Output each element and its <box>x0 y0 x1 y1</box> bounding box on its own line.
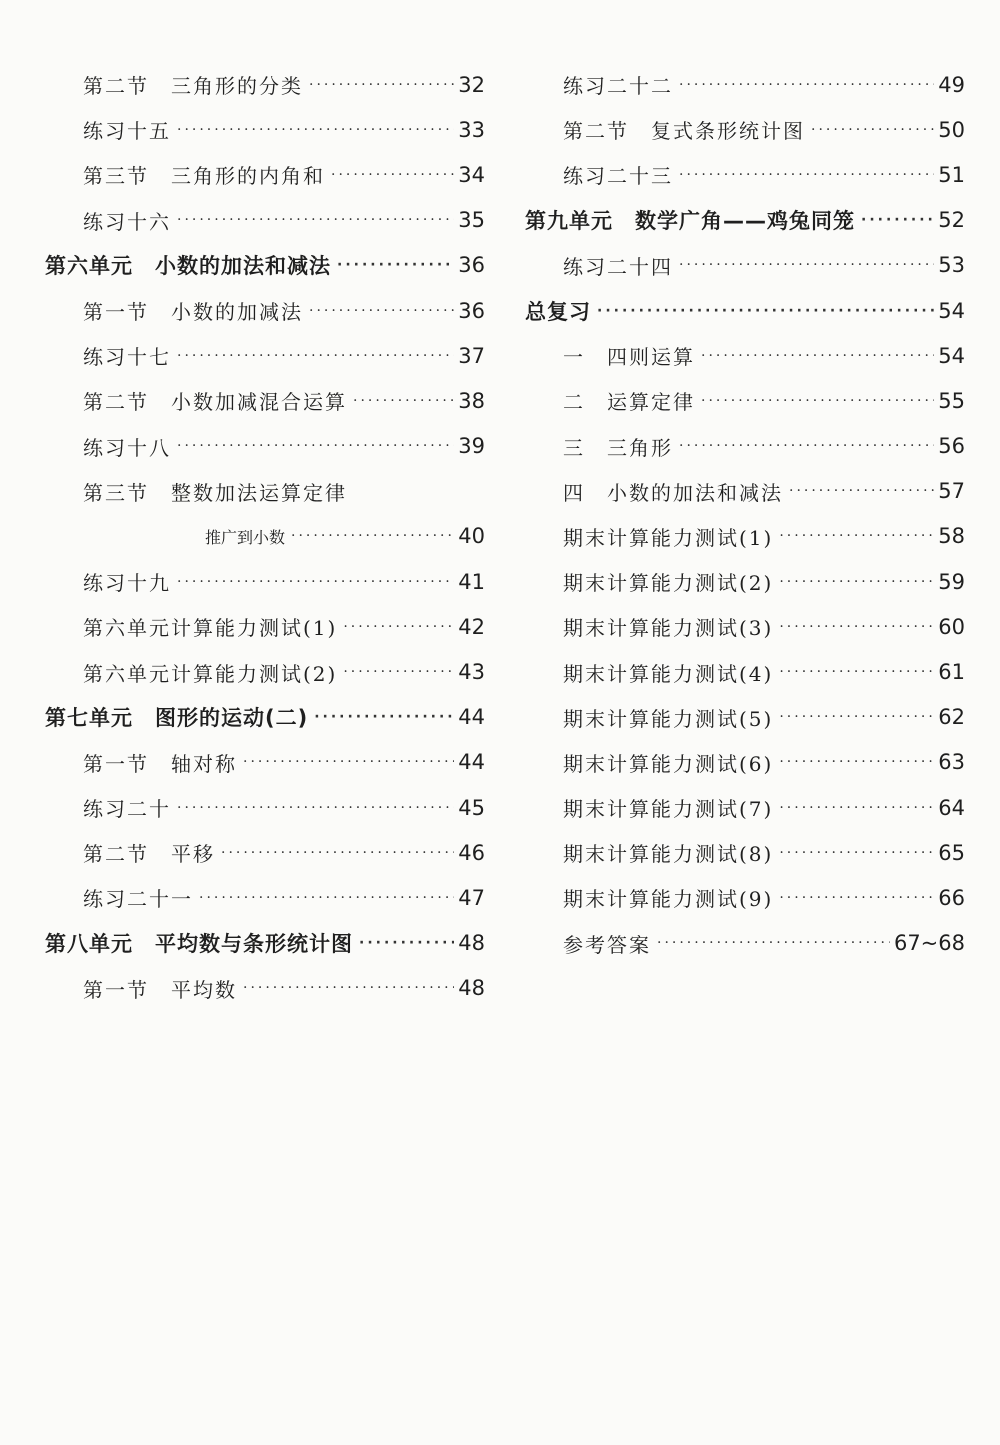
toc-entry-title: 第二节 复式条形统计图 <box>563 119 805 144</box>
toc-entry <box>45 333 485 378</box>
toc-page-number: 64 <box>938 795 965 820</box>
toc-entry <box>525 424 965 469</box>
toc-leader-dots <box>679 254 934 276</box>
toc-entry-title: 第二节 平移 <box>83 842 215 867</box>
toc-leader-dots <box>309 300 454 322</box>
toc-entry <box>525 921 965 966</box>
toc-leader-dots <box>177 435 454 457</box>
toc-entry-title: 期末计算能力测试(7) <box>563 797 774 822</box>
toc-entry-title: 练习十八 <box>83 435 171 460</box>
toc-leader-dots <box>679 435 934 457</box>
toc-entry-title: 第三节 整数加法运算定律 <box>83 480 347 505</box>
toc-page-number: 53 <box>938 253 965 278</box>
toc-entry <box>525 875 965 920</box>
toc-leader-dots <box>657 932 890 954</box>
toc-leader-dots <box>337 254 454 276</box>
toc-entry-title: 期末计算能力测试(2) <box>563 571 774 596</box>
toc-entry <box>45 875 485 920</box>
toc-entry <box>45 288 485 333</box>
toc-page-number: 67~68 <box>893 931 965 956</box>
toc-unit-entry <box>525 198 965 243</box>
toc-page-number: 52 <box>938 208 965 233</box>
toc-leader-dots <box>701 345 934 367</box>
toc-leader-dots <box>243 977 454 999</box>
toc-entry-title: 第六单元 小数的加法和减法 <box>45 254 331 279</box>
toc-leader-dots <box>679 164 934 186</box>
toc-entry <box>525 152 965 197</box>
toc-entry-title: 练习二十 <box>83 797 171 822</box>
toc-entry <box>525 740 965 785</box>
toc-leader-dots <box>309 74 454 96</box>
toc-entry-title: 第二节 小数加减混合运算 <box>83 390 347 415</box>
toc-page-number: 51 <box>938 162 965 187</box>
toc-entry <box>525 514 965 559</box>
toc-entry-title: 练习二十三 <box>563 164 673 189</box>
toc-page-number: 41 <box>458 569 485 594</box>
toc-page-number: 47 <box>458 885 485 910</box>
toc-entry <box>45 152 485 197</box>
toc-entry <box>45 378 485 423</box>
toc-leader-dots <box>597 300 934 322</box>
toc-entry-title: 第六单元计算能力测试(1) <box>83 616 338 641</box>
toc-entry <box>45 830 485 875</box>
toc-entry <box>525 559 965 604</box>
toc-entry-title: 期末计算能力测试(4) <box>563 661 774 686</box>
toc-unit-entry <box>45 921 485 966</box>
toc-page-number: 39 <box>458 434 485 459</box>
toc-page-number: 54 <box>938 343 965 368</box>
toc-page-number: 32 <box>458 72 485 97</box>
toc-leader-dots <box>811 119 934 141</box>
toc-entry-title: 期末计算能力测试(9) <box>563 887 774 912</box>
toc-leader-dots <box>331 164 454 186</box>
toc-page-number: 45 <box>458 795 485 820</box>
toc-entry-title: 第一节 轴对称 <box>83 751 237 776</box>
toc-leader-dots <box>779 616 934 638</box>
toc-entry <box>45 649 485 694</box>
toc-page-number: 62 <box>938 705 965 730</box>
toc-entry-title: 参考答案 <box>563 932 651 957</box>
toc-leader-dots <box>861 209 934 231</box>
toc-leader-dots <box>177 571 454 593</box>
toc-entry <box>45 785 485 830</box>
toc-entry-title: 第一节 平均数 <box>83 977 237 1002</box>
toc-entry-title: 练习十九 <box>83 571 171 596</box>
toc-page-number: 38 <box>458 388 485 413</box>
toc-leader-dots <box>359 932 454 954</box>
toc-page-number: 59 <box>938 569 965 594</box>
toc-page-number: 36 <box>458 253 485 278</box>
toc-page-number: 34 <box>458 162 485 187</box>
toc-leader-dots <box>243 751 454 773</box>
toc-page-number: 55 <box>938 388 965 413</box>
toc-leader-dots <box>291 525 454 547</box>
toc-entry-title: 第三节 三角形的内角和 <box>83 164 325 189</box>
toc-entry <box>525 107 965 152</box>
toc-leader-dots <box>221 842 454 864</box>
toc-leader-dots <box>199 887 454 909</box>
toc-entry <box>45 107 485 152</box>
toc-unit-entry <box>45 243 485 288</box>
toc-entry-title: 期末计算能力测试(8) <box>563 842 774 867</box>
toc-entry <box>45 740 485 785</box>
toc-entry-title: 二 运算定律 <box>563 390 695 415</box>
toc-entry-title: 练习二十四 <box>563 254 673 279</box>
toc-left-column <box>45 62 485 1011</box>
toc-entry <box>525 695 965 740</box>
toc-page-number: 48 <box>458 976 485 1001</box>
toc-entry-title: 练习二十二 <box>563 74 673 99</box>
toc-entry <box>525 243 965 288</box>
toc-page-number: 42 <box>458 614 485 639</box>
toc-entry <box>525 333 965 378</box>
toc-entry <box>45 514 485 559</box>
toc-page-number: 49 <box>938 72 965 97</box>
toc-page-number: 40 <box>458 524 485 549</box>
toc-leader-dots <box>779 571 934 593</box>
toc-entry-title: 第七单元 图形的运动(二) <box>45 706 309 731</box>
toc-page-number: 61 <box>938 660 965 685</box>
toc-entry-title: 第八单元 平均数与条形统计图 <box>45 932 353 957</box>
toc-unit-entry <box>525 288 965 333</box>
toc-entry <box>45 62 485 107</box>
toc-entry-title: 一 四则运算 <box>563 345 695 370</box>
toc-entry <box>525 62 965 107</box>
toc-leader-dots <box>353 390 454 412</box>
toc-entry-title: 推广到小数 <box>205 527 286 547</box>
toc-leader-dots <box>343 661 454 683</box>
toc-entry-title: 期末计算能力测试(3) <box>563 616 774 641</box>
toc-leader-dots <box>353 480 455 502</box>
toc-page-number: 44 <box>458 705 485 730</box>
toc-leader-dots <box>789 480 934 502</box>
toc-entry <box>525 469 965 514</box>
toc-page-number: 43 <box>458 660 485 685</box>
toc-leader-dots <box>779 706 934 728</box>
toc-leader-dots <box>177 209 454 231</box>
toc-page-number: 65 <box>938 840 965 865</box>
toc-page-number: 54 <box>938 298 965 323</box>
toc-entry-title: 期末计算能力测试(5) <box>563 706 774 731</box>
toc-page-number: 35 <box>458 208 485 233</box>
toc-entry <box>45 559 485 604</box>
toc-leader-dots <box>779 797 934 819</box>
toc-right-column <box>525 62 965 966</box>
toc-page-number: 50 <box>938 117 965 142</box>
toc-page-number: 56 <box>938 434 965 459</box>
toc-entry <box>525 785 965 830</box>
toc-entry-title: 第六单元计算能力测试(2) <box>83 661 338 686</box>
toc-leader-dots <box>701 390 934 412</box>
toc-page-number: 60 <box>938 614 965 639</box>
toc-leader-dots <box>343 616 454 638</box>
toc-leader-dots <box>779 887 934 909</box>
toc-page-number: 48 <box>458 931 485 956</box>
toc-entry-title: 第九单元 数学广角——鸡兔同笼 <box>525 209 855 234</box>
toc-entry-title: 第一节 小数的加减法 <box>83 300 303 325</box>
toc-entry-title: 练习十六 <box>83 209 171 234</box>
toc-entry-title: 总复习 <box>525 299 591 324</box>
toc-leader-dots <box>177 119 454 141</box>
toc-leader-dots <box>779 751 934 773</box>
toc-page-number: 44 <box>458 750 485 775</box>
toc-page-number: 33 <box>458 117 485 142</box>
toc-page-number: 57 <box>938 479 965 504</box>
toc-leader-dots <box>314 706 454 728</box>
toc-leader-dots <box>679 74 934 96</box>
toc-unit-entry <box>45 695 485 740</box>
toc-leader-dots <box>779 525 934 547</box>
toc-entry-title: 第二节 三角形的分类 <box>83 74 303 99</box>
toc-leader-dots <box>177 345 454 367</box>
toc-page-number: 46 <box>458 840 485 865</box>
toc-entry-title: 期末计算能力测试(6) <box>563 751 774 776</box>
toc-entry <box>525 649 965 694</box>
toc-leader-dots <box>779 661 934 683</box>
toc-entry <box>45 604 485 649</box>
toc-page-number: 58 <box>938 524 965 549</box>
toc-entry-title: 四 小数的加法和减法 <box>563 480 783 505</box>
toc-entry-title: 练习十五 <box>83 119 171 144</box>
toc-page-number: 37 <box>458 343 485 368</box>
toc-page-number: 36 <box>458 298 485 323</box>
toc-entry-title: 练习二十一 <box>83 887 193 912</box>
toc-entry <box>45 469 485 514</box>
toc-leader-dots <box>779 842 934 864</box>
toc-entry <box>45 198 485 243</box>
toc-entry <box>525 604 965 649</box>
toc-page-number: 66 <box>938 885 965 910</box>
toc-entry-title: 三 三角形 <box>563 435 673 460</box>
toc-entry-title: 期末计算能力测试(1) <box>563 525 774 550</box>
toc-entry-title: 练习十七 <box>83 345 171 370</box>
toc-leader-dots <box>177 797 454 819</box>
toc-entry <box>45 424 485 469</box>
toc-entry <box>45 966 485 1011</box>
toc-entry <box>525 830 965 875</box>
toc-entry <box>525 378 965 423</box>
toc-page-number: 63 <box>938 750 965 775</box>
